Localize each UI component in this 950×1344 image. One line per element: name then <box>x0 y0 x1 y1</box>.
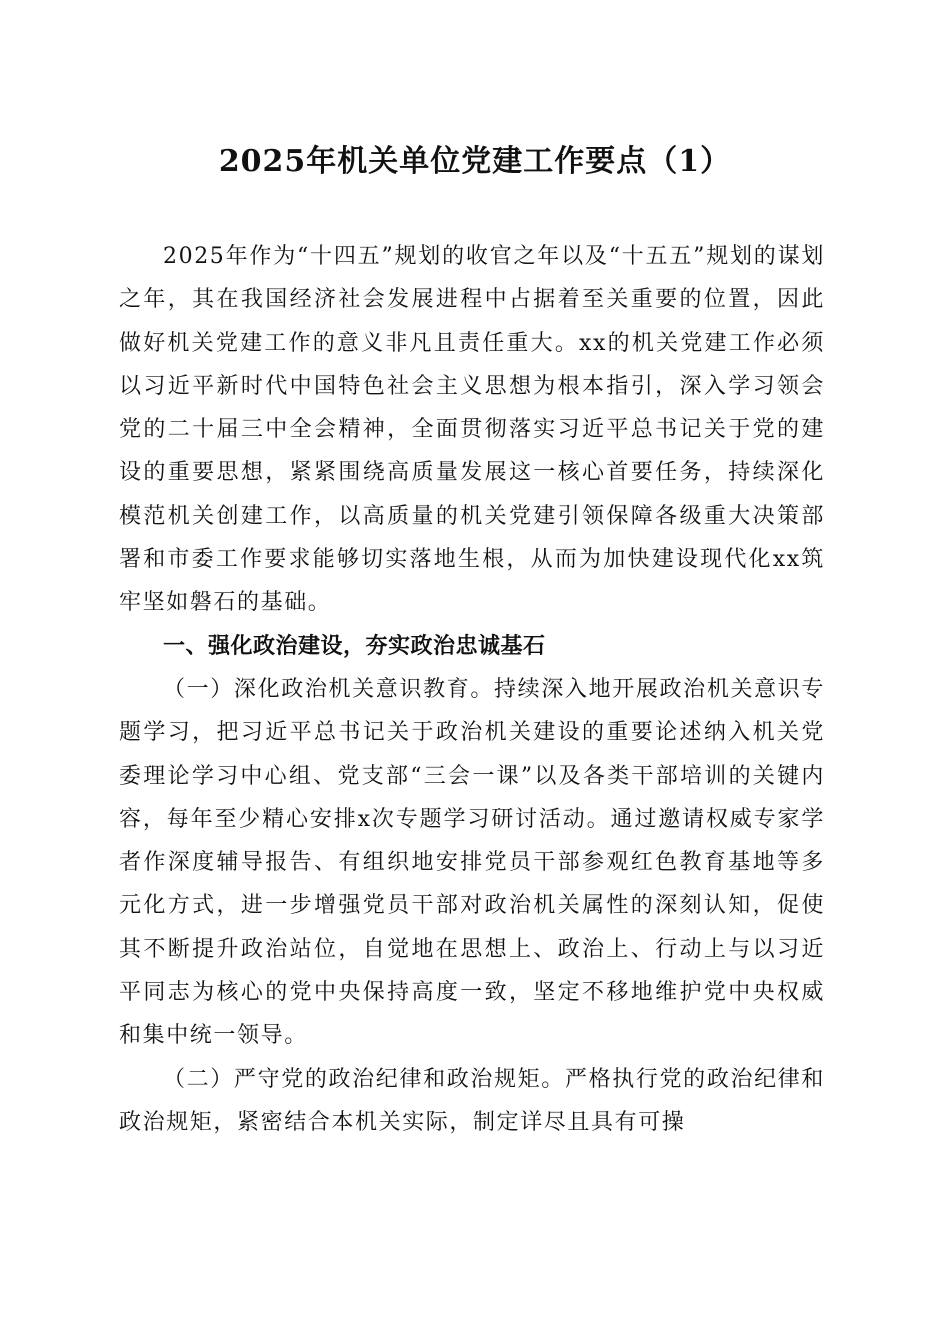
section-1-heading: 一、强化政治建设，夯实政治忠诚基石 <box>163 633 546 659</box>
document-title: 2025年机关单位党建工作要点（1） <box>218 144 732 179</box>
item-2-text: 严格执行党的政治纪律和政治规矩，紧密结合本机关实际，制定详尽且具有可操 <box>119 1066 825 1135</box>
item-2-paragraph <box>119 1058 825 1145</box>
item-2-lead: （二）严守党的政治纪律和政治规矩。 <box>163 1066 565 1092</box>
document-body <box>119 235 825 1144</box>
item-1-text: 持续深入地开展政治机关意识专题学习，把习近平总书记关于政治机关建设的重要论述纳入机关党委理论学习中心组、党支部“三会一课”以及各类干部培训的关键内容，每年至少精心安排x次专题学习研讨活动。通过邀请权威专家学者作深度辅导报告、有组织地安排党员干部参观红色教育基地等多元化方式，进一步增强党员干部对政治机关属性的深刻认知，促使其不断提升政治站位，自觉地在思想上、政治上、行动上与以习近平同志为核心的党中央保持高度一致，坚定不移地维护党中央权威和集中统一领导。 <box>119 676 826 1049</box>
item-1-paragraph <box>119 668 825 1058</box>
item-1-lead: （一）深化政治机关意识教育。 <box>163 676 495 702</box>
intro-paragraph: 2025年作为“十四五”规划的收官之年以及“十五五”规划的谋划之年，其在我国经济社会发展进程中占据着至关重要的位置，因此做好机关党建工作的意义非凡且责任重大。xx的机关党建工作必须以习近平新时代中国特色社会主义思想为根本指引，深入学习领会党的二十届三中全会精神，全面贯彻落实习近平总书记关于党的建设的重要思想，紧紧围绕高质量发展这一核心首要任务，持续深化模范机关创建工作，以高质量的机关党建引领保障各级重大决策部署和市委工作要求能够切实落地生根，从而为加快建设现代化xx筑牢坚如磐石的基础。 <box>119 244 825 616</box>
